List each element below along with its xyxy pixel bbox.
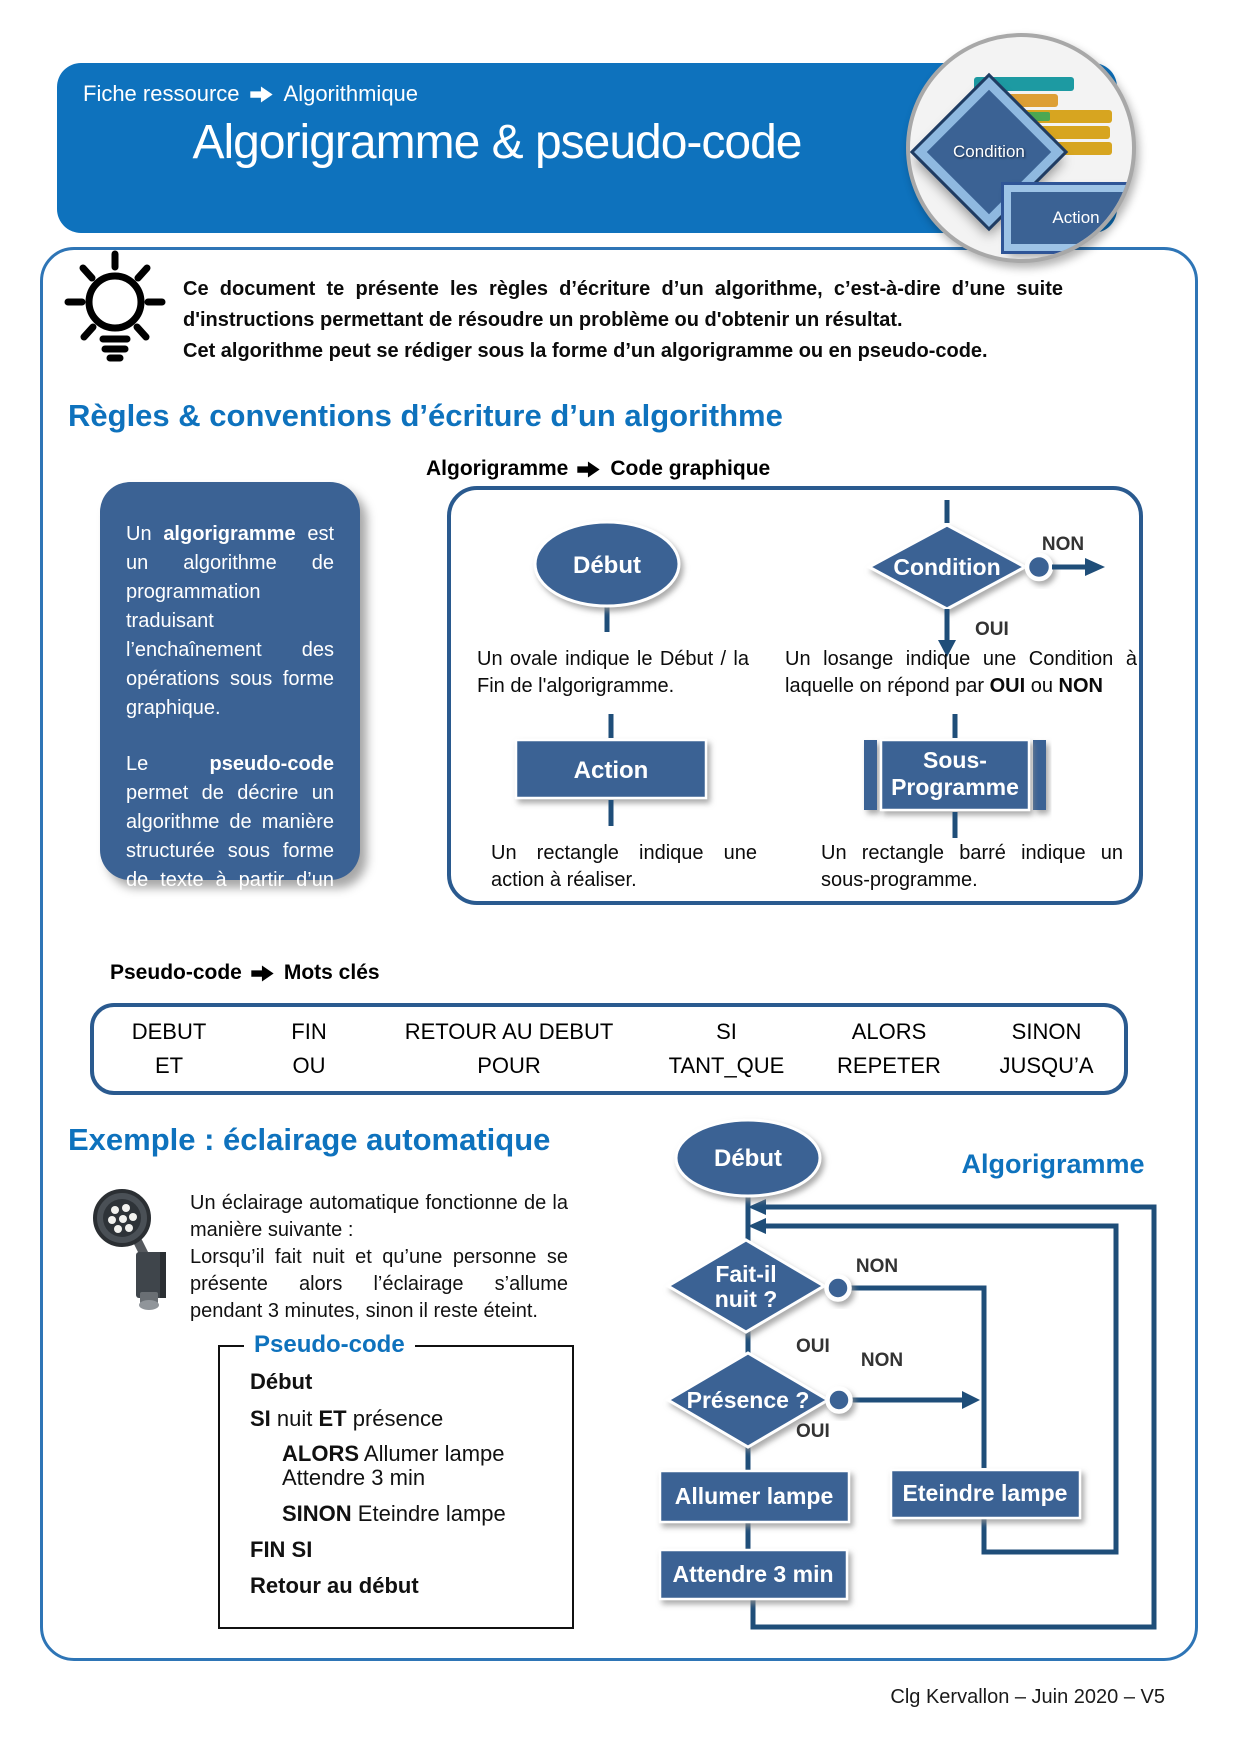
arrow-right-icon: [577, 461, 601, 478]
pseudocode-line: Début: [250, 1369, 313, 1394]
condition-diamond-label: Condition: [953, 141, 1025, 161]
definition-algorigramme: Un algorigramme est un algorithme de programmation traduisant l’enchaînement des opérations sous forme graphique.: [126, 523, 334, 719]
pseudocode-box: [218, 1331, 574, 1629]
connector-circle: [828, 1389, 851, 1412]
flowchart-title: Algorigramme: [961, 1149, 1145, 1179]
keyword: RETOUR AU DEBUT: [404, 1019, 614, 1044]
subprogram-bar-left: [864, 740, 877, 810]
action-rectangle-3d: [1004, 185, 1136, 251]
non-arrowhead: [1085, 558, 1105, 576]
start-label: Début: [714, 1145, 782, 1172]
rules-section-heading: Règles & conventions d’écriture d’un algorithme: [68, 398, 783, 433]
start-caption: Un ovale indique le Début / la Fin de l'algorigramme.: [477, 648, 749, 697]
symbols-panel: [447, 486, 1143, 905]
oui-label: OUI: [975, 619, 1009, 640]
intro-paragraphs: [183, 274, 1063, 367]
keyword: SI: [716, 1019, 737, 1044]
lightbulb-icon: [60, 248, 170, 370]
breadcrumb-left: Fiche ressource: [83, 81, 240, 106]
keywords-box: [90, 1003, 1128, 1095]
pseudocode-legend: Pseudo-code: [244, 1331, 415, 1359]
pseudocode-line: SINON Eteindre lampe: [282, 1501, 506, 1526]
keyword: REPETER: [837, 1053, 941, 1078]
turn-on-label: Allumer lampe: [674, 1483, 834, 1509]
action-caption: Un rectangle indique une action à réaliser.: [491, 842, 757, 891]
example-section-heading: Exemple : éclairage automatique: [68, 1122, 551, 1157]
definition-box: [100, 482, 360, 920]
oui1-label: OUI: [796, 1336, 830, 1357]
pseudocode-line: SI nuit ET présence: [250, 1406, 444, 1431]
label-left: Pseudo-code: [110, 961, 242, 984]
page-title: Algorigramme & pseudo-code: [192, 116, 802, 169]
intro-paragraph-1: Ce document te présente les règles d’écriture d’un algorithme, c’est-à-dire d’une suite d'instructions permettant de résoudre un problème ou d'obtenir un résultat.: [183, 278, 1063, 331]
wait-label: Attendre 3 min: [672, 1561, 834, 1587]
loop2-arrowhead: [748, 1218, 766, 1234]
oui2-label: OUI: [796, 1421, 830, 1442]
keyword: POUR: [477, 1053, 541, 1078]
condition-diamond-label: Condition: [893, 554, 1001, 580]
label-right: Mots clés: [283, 961, 380, 984]
breadcrumb: [83, 81, 418, 107]
subprogram-label-line2: Programme: [891, 774, 1019, 800]
keyword: TANT_QUE: [668, 1053, 785, 1078]
example-flowchart: [600, 1100, 1200, 1660]
keyword: OU: [292, 1053, 326, 1078]
condition-caption: Un losange indique une Condition à laquelle on répond par OUI ou NON: [785, 648, 1137, 697]
keyword: ALORS: [851, 1019, 927, 1044]
breadcrumb-right: Algorithmique: [283, 81, 419, 106]
connector-circle: [1027, 555, 1051, 579]
example-description: [190, 1190, 568, 1325]
connector-circle: [827, 1277, 850, 1300]
turn-off-label: Eteindre lampe: [902, 1480, 1068, 1506]
example-description-p2: Lorsqu’il fait nuit et qu’une personne se présente alors l’éclairage s’allume pendant 3 minutes, sinon il reste éteint.: [190, 1246, 568, 1322]
illustration-badge: [906, 33, 1136, 263]
algorigramme-code-label: [426, 457, 770, 481]
intro-paragraph-2: Cet algorithme peut se rédiger sous la forme d’un algorigramme ou en pseudo-code.: [183, 340, 988, 362]
label-right: Code graphique: [610, 457, 771, 480]
presence-condition-label: Présence ?: [686, 1387, 810, 1413]
pseudocode-line: Retour au début: [250, 1573, 419, 1598]
non1-path: [850, 1288, 984, 1468]
definition-pseudocode: Le pseudo-code permet de décrire un algorithme de manière structurée sous forme de texte à partir d’un vocabulaire simple.: [126, 753, 334, 920]
night-condition-line2: nuit ?: [714, 1286, 778, 1312]
example-description-p1: Un éclairage automatique fonctionne de la manière suivante :: [190, 1192, 568, 1241]
action-rect-label: Action: [573, 757, 649, 784]
non2-label: NON: [860, 1350, 904, 1371]
keyword: FIN: [291, 1019, 327, 1044]
start-oval-label: Début: [573, 552, 641, 579]
keywords-row-2: [94, 1053, 1124, 1079]
keyword: DEBUT: [131, 1019, 207, 1044]
arrow-right-icon: [251, 965, 275, 982]
non2-arrowhead: [962, 1391, 980, 1409]
pseudocode-line: Attendre 3 min: [282, 1465, 426, 1490]
subprogram-caption: Un rectangle barré indique un sous-programme.: [821, 842, 1123, 891]
non1-label: NON: [855, 1256, 899, 1277]
night-condition-line1: Fait-il: [715, 1261, 777, 1287]
pseudocode-line: ALORS Allumer lampe: [282, 1441, 505, 1466]
non-label: NON: [1041, 534, 1085, 555]
pseudocode-keywords-label: [110, 961, 380, 985]
loop1-arrowhead: [748, 1199, 766, 1215]
keywords-row-1: [94, 1019, 1124, 1045]
keyword: JUSQU’A: [999, 1053, 1094, 1078]
keyword: SINON: [1011, 1019, 1082, 1044]
action-rectangle-label: Action: [1052, 208, 1100, 227]
subprogram-bar-right: [1033, 740, 1046, 810]
footer-credit: Clg Kervallon – Juin 2020 – V5: [890, 1686, 1165, 1708]
keyword: ET: [154, 1053, 184, 1078]
subprogram-label-line1: Sous-: [923, 747, 987, 773]
arrow-right-icon: [250, 86, 274, 103]
label-left: Algorigramme: [426, 457, 569, 480]
automatic-light-photo: [88, 1188, 184, 1310]
pseudocode-line: FIN SI: [250, 1537, 313, 1562]
